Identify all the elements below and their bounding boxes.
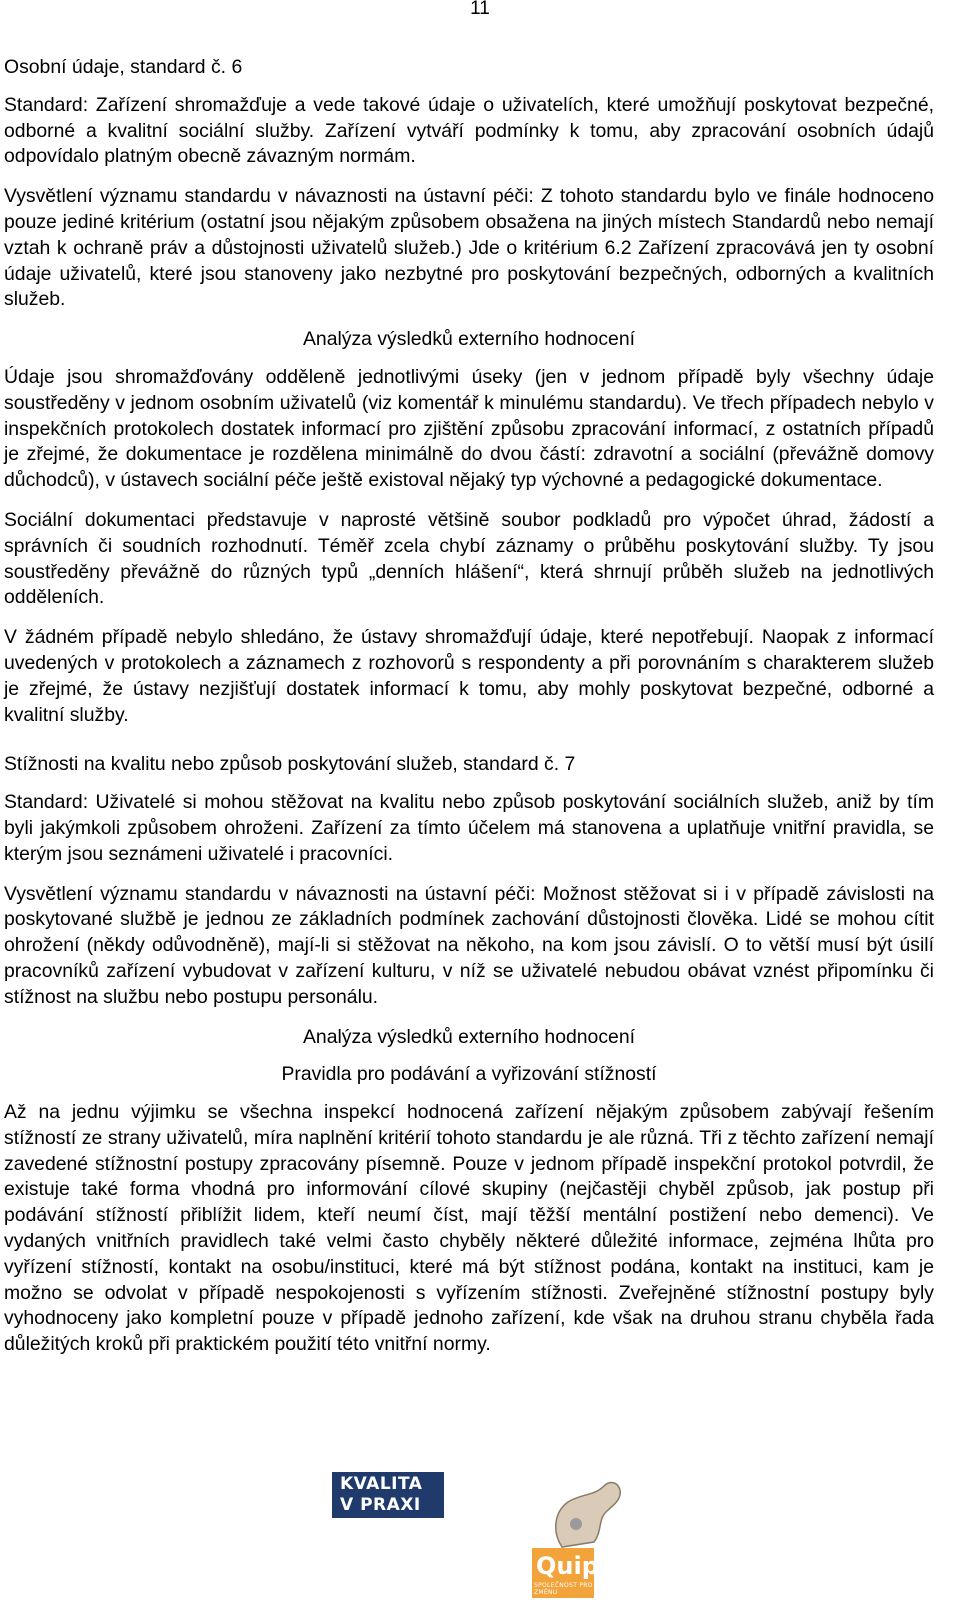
section-title-standard-6: Osobní údaje, standard č. 6 xyxy=(4,56,243,78)
paragraph: Až na jednu výjimku se všechna inspekcí hodnocená zařízení nějakým způsobem zabývají řešením stížností ze strany uživatelů, míra naplnění kritérií tohoto standardu je ale různá. Tři z těchto zařízení nemají zavedené stížnostní postupy zpracovány písemně. Pouze v jednom případě inspekční protokol potvrdil, že existuje také forma vhodná pro informování cílové skupiny (nejčastěji chyběl způsob, jak postup při podávání stížností přiblížit lidem, kteří neumí číst, mají těžší mentální postižení nebo demenci). Ve vydaných vnitřních pravidlech také velmi často chyběly některé důležité informace, zejména lhůta pro vyřízení stížností, kontakt na osobu/instituci, které má být stížnost podána, kontakt na instituci, kam je možno se odvolat v případě nespokojenosti s vyřízením stížnosti. Zveřejněné stížnostní postupy byly vyhodnoceny jako kompletní pouze v případě jednoho zařízení, kde však na druhou stranu chyběla řada důležitých kroků při praktickém použití této vnitřní normy. xyxy=(4,1101,934,1356)
paragraph: V žádném případě nebylo shledáno, že ústavy shromažďují údaje, které nepotřebují. Naopak z informací uvedených v protokolech a záznamech z rozhovorů s respondenty a při porovnáním s charakterem služeb je zřejmé, že ústavy nezjišťují dostatek informací k tomu, aby mohly poskytovat bezpečné, odborné a kvalitní služby. xyxy=(4,626,934,726)
analysis-heading-7: Analýza výsledků externího hodnocení xyxy=(302,1025,635,1048)
section-title-standard-7: Stížnosti na kvalitu nebo způsob poskytování služeb, standard č. 7 xyxy=(4,753,576,776)
footer-logos xyxy=(0,1472,960,1608)
quip-box: Quip SPOLEČNOST PRO ZMĚNU xyxy=(532,1548,594,1598)
document-body xyxy=(4,55,934,1372)
analysis-heading-6: Analýza výsledků externího hodnocení xyxy=(302,328,635,351)
complaints-rules-heading: Pravidla pro podávání a vyřizování stížností xyxy=(281,1063,657,1086)
page-number: 11 xyxy=(470,0,490,19)
kvalita-v-praxi-logo: KVALITA V PRAXI xyxy=(332,1472,444,1518)
standard-7-explanation: Vysvětlení významu standardu v návaznosti na ústavní péči: Možnost stěžovat si i v případě závislosti na poskytované službě je jednou ze základních podmínek zachování důstojnosti člověka. Lidé se mohou cítit ohrožení (někdy odůvodněně), mají-li si stěžovat na někoho, na kom jsou závislí. O to větší musí být úsilí pracovníků zařízení vybudovat v zařízení kulturu, v níž se uživatelé nebudou obávat vznést připomínku či stížnost na službu nebo postupu personálu. xyxy=(4,882,934,1008)
paragraph: Sociální dokumentaci představuje v naprosté většině soubor podkladů pro výpočet úhrad, žádostí a správních či soudních rozhodnutí. Téměř zcela chybí záznamy o průběhu poskytování služby. Ty jsou soustředěny převážně do různých typů „denních hlášení“, která shrnují průběh služeb na jednotlivých odděleních. xyxy=(4,508,934,609)
standard-7-text: Standard: Uživatelé si mohou stěžovat na kvalitu nebo způsob poskytování sociálních služeb, aniž by tím byli jakýmkoli způsobem ohroženi. Zařízení za tímto účelem má stanovena a uplatňuje vnitřní pravidla, se kterým jsou seznámeni uživatelé i pracovníci. xyxy=(4,791,934,865)
standard-6-explanation: Vysvětlení významu standardu v návaznosti na ústavní péči: Z tohoto standardu bylo ve finále hodnoceno pouze jediné kritérium (ostatní jsou nějakým způsobem obsažena na jiných místech Standardů nebo nemají vztah k ochraně práv a důstojnosti uživatelů služeb.) Jde o kritérium 6.2 Zařízení zpracovává jen ty osobní údaje uživatelů, které jsou stanoveny jako nezbytné pro poskytování bezpečných, odborných a kvalitních služeb. xyxy=(4,185,934,311)
hand-icon xyxy=(532,1472,634,1552)
paragraph: Údaje jsou shromažďovány odděleně jednotlivými úseky (jen v jednom případě byly všechny údaje soustředěny v jednom osobním uživatelů (viz komentář k minulému standardu). Ve třech případech nebylo v inspekčních protokolech dostatek informací pro zjištění způsobu zpracování informací, z ostatních případů je zřejmé, že dokumentace je rozdělena minimálně do dvou částí: zdravotní a sociální (převážně domovy důchodců), v ústavech sociální péče ještě existoval nějaký typ výchovné a pedagogické dokumentace. xyxy=(4,365,934,492)
quip-logo xyxy=(532,1472,634,1604)
standard-6-text: Standard: Zařízení shromažďuje a vede takové údaje o uživatelích, které umožňují poskytovat bezpečné, odborné a kvalitní sociální služby. Zařízení vytváří podmínky k tomu, aby zpracování osobních údajů odpovídalo platným obecně závazným normám. xyxy=(4,93,934,168)
